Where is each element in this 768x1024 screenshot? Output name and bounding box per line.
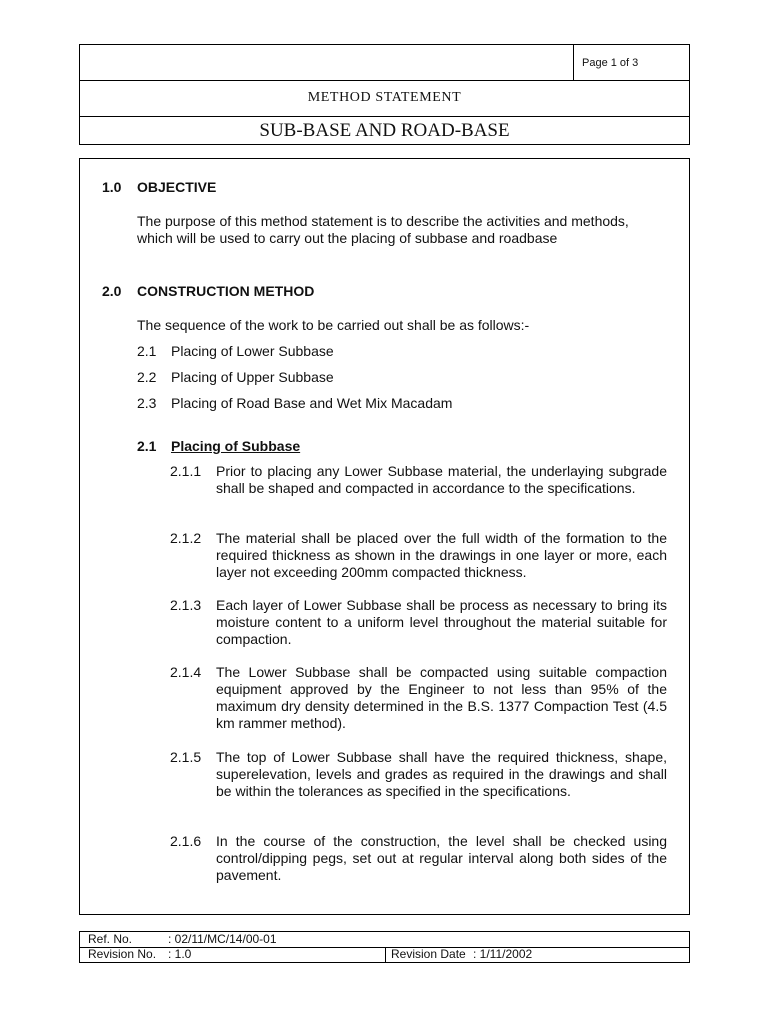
revision-date-label: Revision Date (391, 947, 466, 961)
sequence-number: 2.2 (137, 369, 157, 385)
clause-text: In the course of the construction, the level shall be checked using control/dipping pegs, set out at regular interval along both sides of the pavement. (216, 833, 667, 883)
ref-value: : 02/11/MC/14/00-01 (168, 932, 277, 946)
sequence-text: Placing of Upper Subbase (171, 369, 334, 385)
sequence-number: 2.3 (137, 395, 157, 411)
clause-number: 2.1.5 (170, 749, 202, 765)
footer-row-revision (80, 947, 689, 962)
clause-number: 2.1.4 (170, 664, 202, 680)
objective-line-2: which will be used to carry out the placing of subbase and roadbase (137, 230, 558, 246)
revision-date-value: : 1/11/2002 (473, 947, 533, 961)
sequence-number: 2.1 (137, 343, 157, 359)
ref-label: Ref. No. (88, 932, 133, 946)
clause-text: The material shall be placed over the full width of the formation to the required thickness as shown in the drawings in one layer or more, each layer not exceeding 200mm compacted thickness. (216, 530, 667, 580)
subsection-number: 2.1 (137, 438, 157, 454)
clause-number: 2.1.6 (170, 833, 202, 849)
section-number-construction: 2.0 (102, 283, 122, 299)
header-top-row (80, 45, 689, 81)
clause-number: 2.1.1 (170, 463, 202, 479)
clause-number: 2.1.3 (170, 597, 202, 613)
section-number-objective: 1.0 (102, 179, 122, 195)
clause-text: Prior to placing any Lower Subbase material, the underlaying subgrade shall be shaped and compacted in accordance to the specifications. (216, 463, 667, 496)
clause-text: The Lower Subbase shall be compacted using suitable compaction equipment approved by the Engineer to not less than 95% of the maximum dry density determined in the B.S. 1377 Compaction Test (4.5 km rammer method). (216, 664, 667, 731)
revision-value: : 1.0 (168, 947, 192, 961)
revision-label: Revision No. (88, 947, 157, 961)
footer-divider (385, 947, 386, 962)
document-type: METHOD STATEMENT (80, 80, 689, 117)
document-body (79, 158, 690, 915)
section-heading-objective: OBJECTIVE (137, 179, 217, 195)
document-header (79, 44, 690, 145)
sequence-text: Placing of Lower Subbase (171, 343, 334, 359)
page-number: Page 1 of 3 (573, 45, 698, 80)
objective-line-1: The purpose of this method statement is to describe the activities and methods, (137, 213, 629, 229)
clause-number: 2.1.2 (170, 530, 202, 546)
footer-row-ref (80, 932, 689, 948)
revision-footer (79, 931, 690, 963)
document-title: SUB-BASE AND ROAD-BASE (259, 119, 510, 141)
clause-text: Each layer of Lower Subbase shall be process as necessary to bring its moisture content to a uniform level throughout the material suitable for compaction. (216, 597, 667, 647)
subsection-heading: Placing of Subbase (171, 438, 301, 454)
section-heading-construction: CONSTRUCTION METHOD (137, 283, 315, 299)
construction-intro: The sequence of the work to be carried out shall be as follows:- (137, 317, 530, 333)
clause-text: The top of Lower Subbase shall have the required thickness, shape, superelevation, levels and grades as required in the drawings and shall be within the tolerances as specified in the specifications. (216, 749, 667, 799)
sequence-text: Placing of Road Base and Wet Mix Macadam (171, 395, 453, 411)
